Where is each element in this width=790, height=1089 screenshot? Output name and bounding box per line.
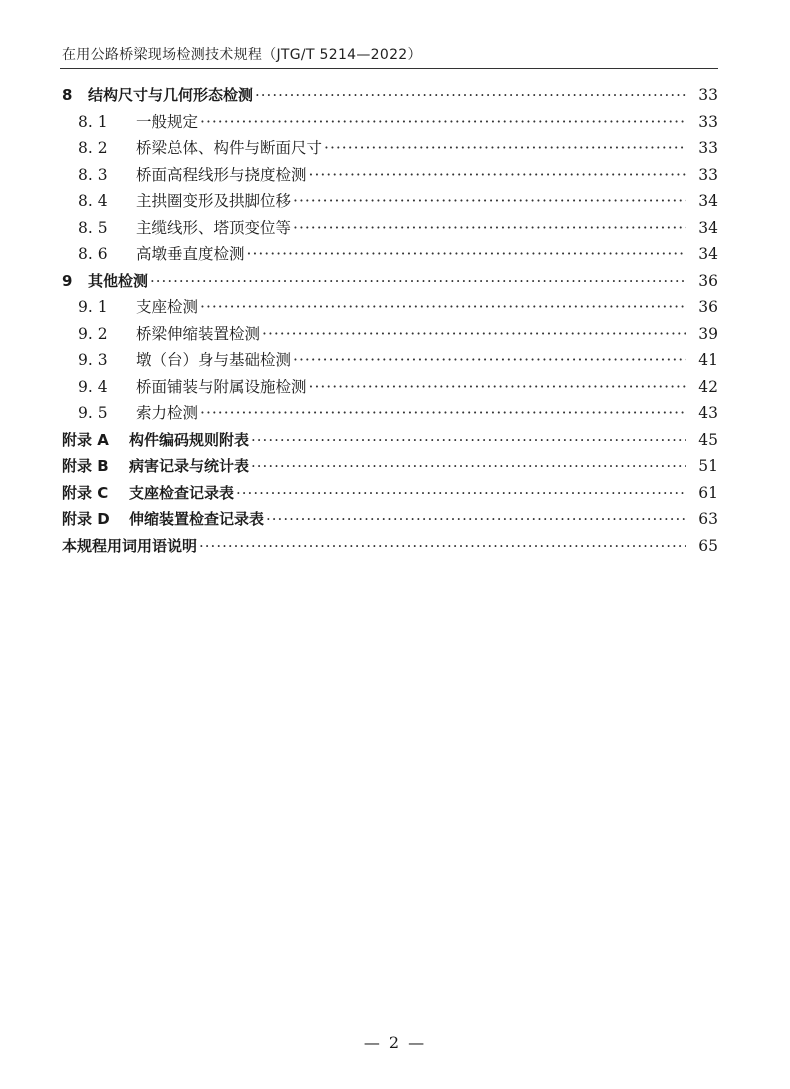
toc-entry-page: 51 xyxy=(698,457,718,475)
dot-leader xyxy=(200,294,686,321)
dot-leader xyxy=(236,480,686,507)
toc-entry-page: 33 xyxy=(698,165,718,184)
dot-leader xyxy=(262,321,686,348)
toc-entry-title: 墩（台）身与基础检测 xyxy=(136,351,292,369)
toc-entry[interactable] xyxy=(62,215,718,242)
header-rule xyxy=(60,68,718,69)
toc-entry-page: 34 xyxy=(698,218,718,237)
toc-entry[interactable] xyxy=(62,347,718,374)
toc-entry[interactable] xyxy=(62,241,718,268)
toc-entry-title: 桥梁总体、构件与断面尺寸 xyxy=(136,139,323,157)
toc-entry-page: 41 xyxy=(698,351,718,369)
toc-entry-page: 34 xyxy=(698,245,718,263)
toc-entry-page: 65 xyxy=(698,536,718,555)
toc-entry[interactable] xyxy=(62,268,718,295)
toc-entry-number: 9. 3 xyxy=(78,351,108,369)
dot-leader xyxy=(150,268,686,295)
dot-leader xyxy=(293,347,686,374)
dot-leader xyxy=(255,82,686,109)
dot-leader xyxy=(200,109,686,136)
dot-leader xyxy=(266,506,686,533)
toc-entry-page: 61 xyxy=(698,483,718,502)
dot-leader xyxy=(247,241,686,268)
toc-entry-page: 63 xyxy=(698,510,718,528)
toc-entry-number: 8. 2 xyxy=(78,139,108,157)
toc-entry-page: 43 xyxy=(698,404,718,422)
toc-entry[interactable] xyxy=(62,135,718,162)
toc-entry-number: 9. 4 xyxy=(78,377,108,396)
toc-entry-number: 附录 C xyxy=(62,483,109,502)
toc-entry-number: 附录 D xyxy=(62,510,110,528)
toc-entry-number: 8. 5 xyxy=(78,218,108,237)
dot-leader xyxy=(200,400,686,427)
dot-leader xyxy=(199,533,686,560)
toc-entry-number: 9. 2 xyxy=(78,324,108,343)
toc-entry-number: 9. 1 xyxy=(78,298,108,316)
toc-entry-title: 伸缩装置检查记录表 xyxy=(129,510,265,528)
toc-entry[interactable] xyxy=(62,506,718,533)
toc-entry[interactable] xyxy=(62,188,718,215)
toc-entry[interactable] xyxy=(62,162,718,189)
toc-entry[interactable] xyxy=(62,427,718,454)
toc-entry[interactable] xyxy=(62,294,718,321)
toc-entry-page: 45 xyxy=(698,430,718,449)
toc-entry-title: 其他检测 xyxy=(88,271,149,290)
toc-entry-title: 构件编码规则附表 xyxy=(129,430,250,449)
toc-entry-number: 9. 5 xyxy=(78,404,108,422)
toc-entry-number: 附录 A xyxy=(62,430,109,449)
dot-leader xyxy=(293,188,686,215)
toc-entry-number: 8. 3 xyxy=(78,165,108,184)
toc-entry[interactable] xyxy=(62,374,718,401)
toc-entry-number: 8. 6 xyxy=(78,245,108,263)
dot-leader xyxy=(251,453,686,480)
page-number: — 2 — xyxy=(363,1033,427,1052)
toc-entry-page: 36 xyxy=(698,298,718,316)
toc-entry-page: 34 xyxy=(698,192,718,210)
toc-entry[interactable] xyxy=(62,321,718,348)
toc-entry[interactable] xyxy=(62,400,718,427)
toc-entry-number: 8. 4 xyxy=(78,192,108,210)
toc-entry-title: 支座检查记录表 xyxy=(129,483,235,502)
toc-entry[interactable] xyxy=(62,82,718,109)
toc-entry-title: 桥面铺装与附属设施检测 xyxy=(136,377,307,396)
toc-entry-page: 33 xyxy=(698,112,718,131)
toc-entry-title: 支座检测 xyxy=(136,298,199,316)
toc-entry-title: 桥梁伸缩装置检测 xyxy=(136,324,261,343)
toc-entry-page: 39 xyxy=(698,324,718,343)
toc-entry-title: 主拱圈变形及拱脚位移 xyxy=(136,192,292,210)
toc-entry-title: 病害记录与统计表 xyxy=(129,457,250,475)
dot-leader xyxy=(293,215,686,242)
toc-entry-title: 一般规定 xyxy=(136,112,199,131)
toc-entry-title: 高墩垂直度检测 xyxy=(136,245,245,263)
toc-entry[interactable] xyxy=(62,533,718,560)
toc-entry-number: 9 xyxy=(62,271,73,290)
toc-entry-title: 主缆线形、塔顶变位等 xyxy=(136,218,292,237)
running-header: 在用公路桥梁现场检测技术规程（JTG/T 5214—2022） xyxy=(62,47,422,63)
toc-entry-number: 附录 B xyxy=(62,457,109,475)
toc-entry-title: 桥面高程线形与挠度检测 xyxy=(136,165,307,184)
dot-leader xyxy=(309,374,686,401)
toc-entry-number: 8. 1 xyxy=(78,112,108,131)
toc-entry-page: 36 xyxy=(698,271,718,290)
dot-leader xyxy=(324,135,686,162)
toc-entry-page: 33 xyxy=(698,86,718,104)
toc-entry[interactable] xyxy=(62,109,718,136)
toc-entry-page: 33 xyxy=(698,139,718,157)
toc-entry[interactable] xyxy=(62,453,718,480)
toc-entry-page: 42 xyxy=(698,377,718,396)
toc-entry-title: 本规程用词用语说明 xyxy=(62,536,198,555)
dot-leader xyxy=(309,162,686,189)
toc-entry-title: 结构尺寸与几何形态检测 xyxy=(88,86,254,104)
dot-leader xyxy=(251,427,686,454)
toc-entry-number: 8 xyxy=(62,86,73,104)
toc-entry-title: 索力检测 xyxy=(136,404,199,422)
table-of-contents xyxy=(62,82,718,559)
toc-entry[interactable] xyxy=(62,480,718,507)
